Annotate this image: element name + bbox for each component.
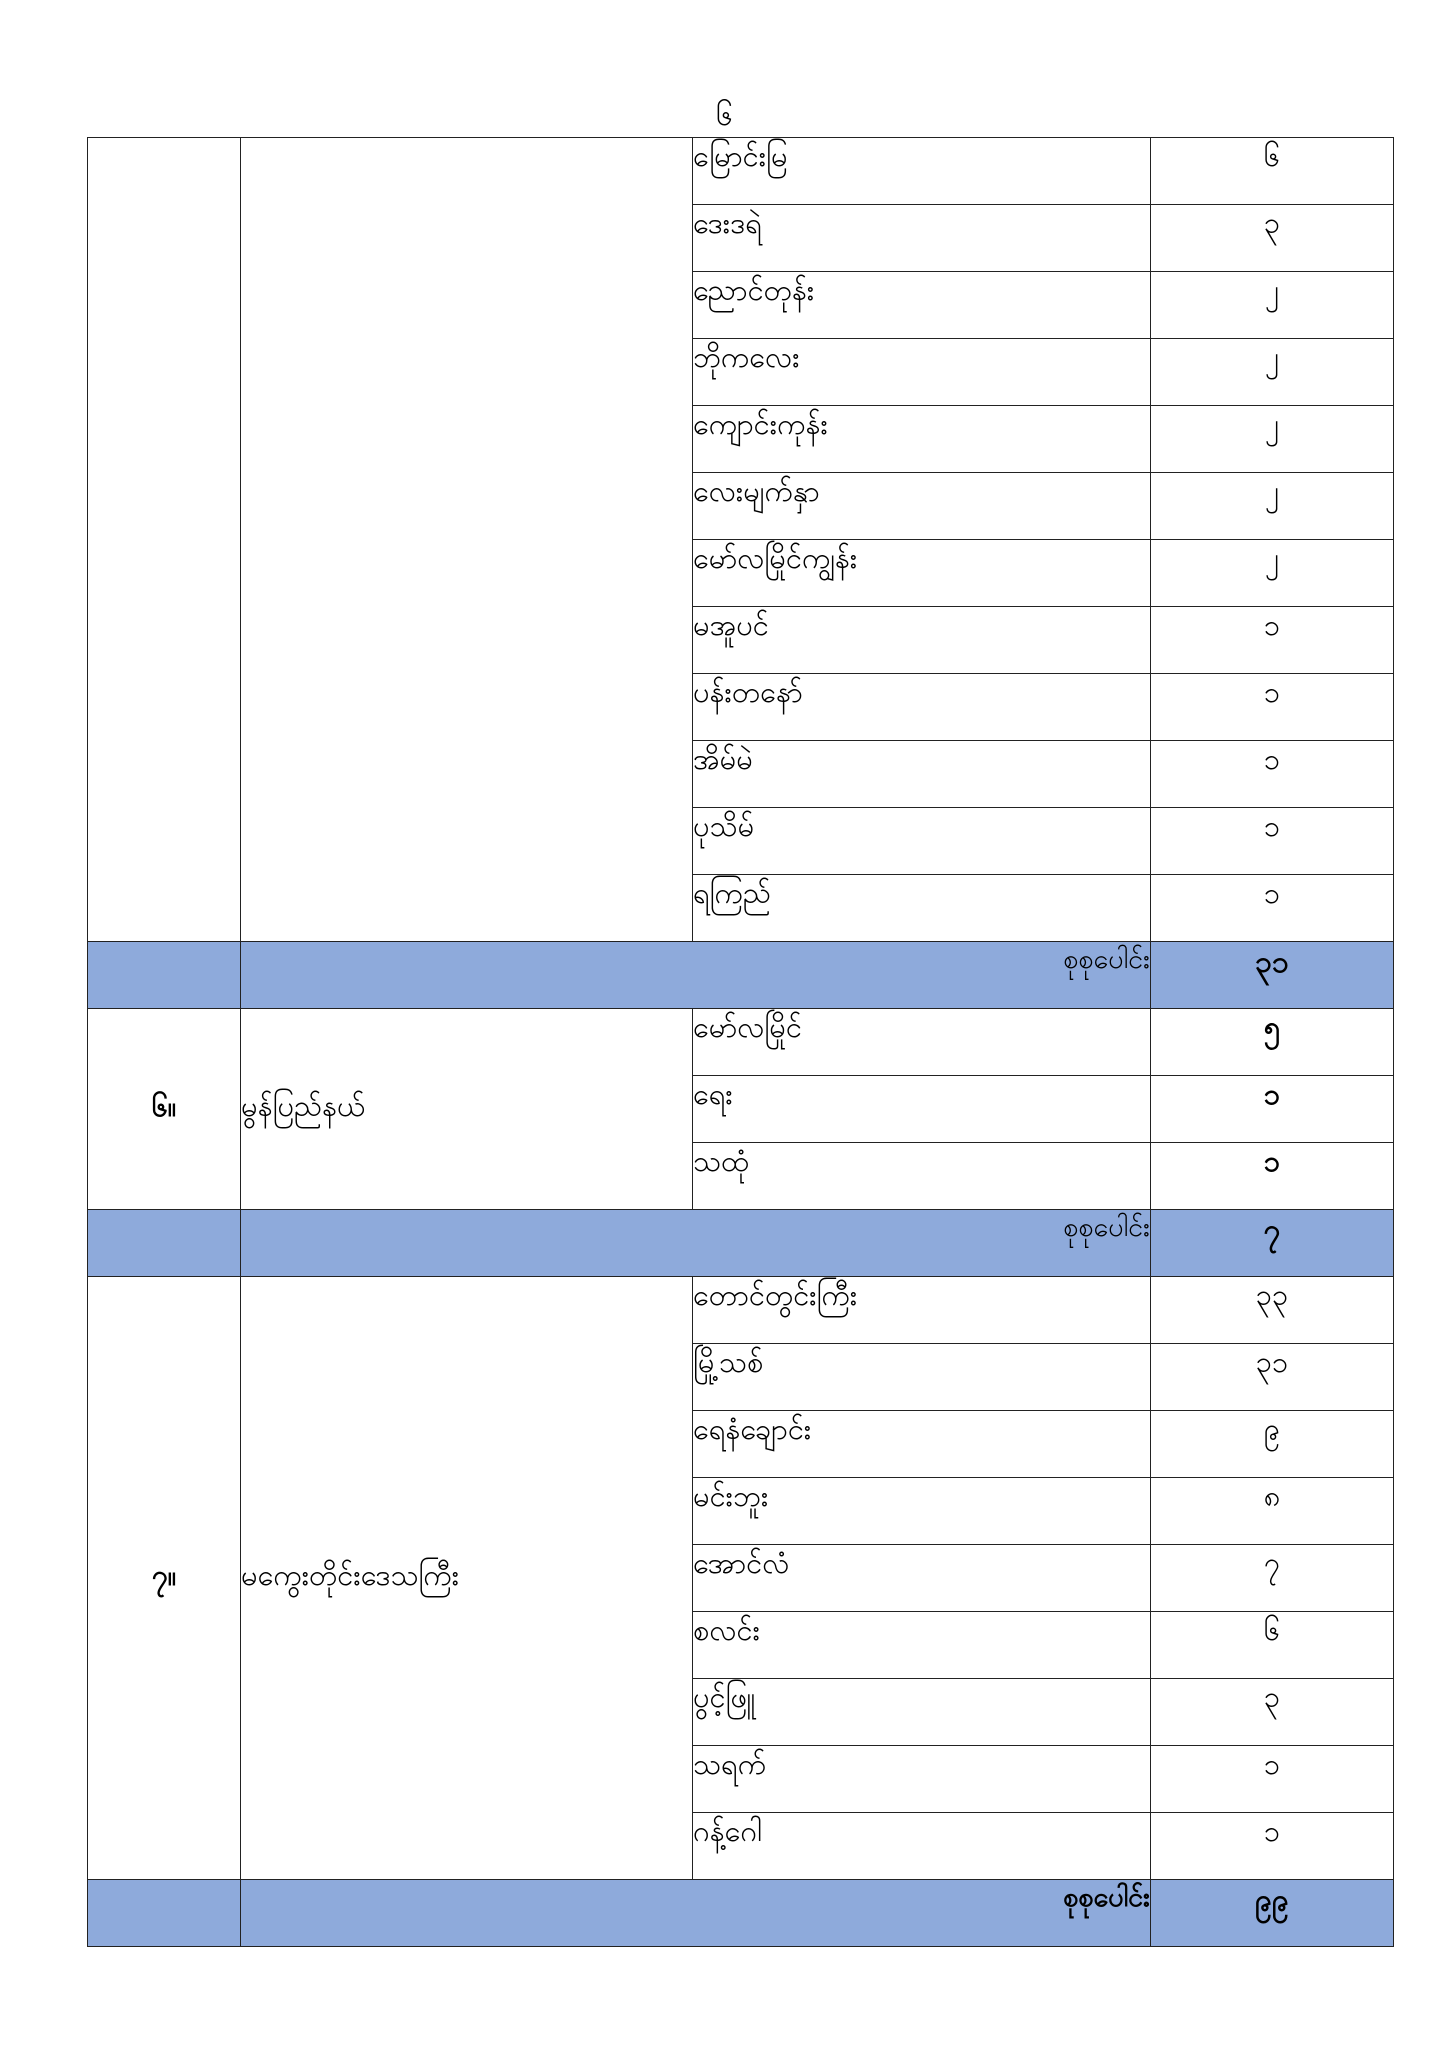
township-cell: ပွင့်ဖြူ	[693, 1679, 1151, 1746]
count-cell: ၁	[1151, 1076, 1394, 1143]
count-cell: ၁	[1151, 674, 1394, 741]
township-cell: မင်းဘူး	[693, 1478, 1151, 1545]
township-cell: ကျောင်းကုန်း	[693, 406, 1151, 473]
region-cell	[241, 138, 693, 942]
count-cell: ၃	[1151, 1679, 1394, 1746]
count-cell: ၁	[1151, 1143, 1394, 1210]
township-cell: ရကြည်	[693, 875, 1151, 942]
count-cell: ၇	[1151, 1545, 1394, 1612]
township-cell: တောင်တွင်းကြီး	[693, 1277, 1151, 1344]
count-cell: ၅	[1151, 1009, 1394, 1076]
township-cell: ဂန့်ဂေါ	[693, 1813, 1151, 1880]
township-cell: မြို့သစ်	[693, 1344, 1151, 1411]
township-cell: မော်လမြိုင်ကျွန်း	[693, 540, 1151, 607]
subtotal-label: စုစုပေါင်း	[241, 1210, 1151, 1277]
count-cell: ၂	[1151, 540, 1394, 607]
subtotal-row	[88, 942, 1394, 1009]
count-cell: ၁	[1151, 741, 1394, 808]
count-cell: ၂	[1151, 406, 1394, 473]
subtotal-label: စုစုပေါင်း	[241, 942, 1151, 1009]
count-cell: ၆	[1151, 1612, 1394, 1679]
count-cell: ၂	[1151, 473, 1394, 540]
township-cell: ဒေးဒရဲ	[693, 205, 1151, 272]
township-cell: မအူပင်	[693, 607, 1151, 674]
township-cell: ရေနံချောင်း	[693, 1411, 1151, 1478]
region-cell: မွန်ပြည်နယ်	[241, 1009, 693, 1210]
township-cell: ရေး	[693, 1076, 1151, 1143]
subtotal-value: ၉၉	[1151, 1880, 1394, 1947]
township-cell: အောင်လံ	[693, 1545, 1151, 1612]
township-cell: သရက်	[693, 1746, 1151, 1813]
township-count-table	[87, 137, 1394, 1947]
township-cell: ညောင်တုန်း	[693, 272, 1151, 339]
township-cell: ဘိုကလေး	[693, 339, 1151, 406]
subtotal-row	[88, 1880, 1394, 1947]
count-cell: ၁	[1151, 1813, 1394, 1880]
township-cell: မြောင်းမြ	[693, 138, 1151, 205]
count-cell: ၁	[1151, 808, 1394, 875]
count-cell: ၃	[1151, 205, 1394, 272]
subtotal-blank-cell	[88, 1210, 241, 1277]
count-cell: ၂	[1151, 272, 1394, 339]
count-cell: ၈	[1151, 1478, 1394, 1545]
count-cell: ၂	[1151, 339, 1394, 406]
township-cell: လေးမျက်နှာ	[693, 473, 1151, 540]
township-cell: သထုံ	[693, 1143, 1151, 1210]
township-cell: ပန်းတနော်	[693, 674, 1151, 741]
township-cell: မော်လမြိုင်	[693, 1009, 1151, 1076]
subtotal-value: ၇	[1151, 1210, 1394, 1277]
count-cell: ၁	[1151, 1746, 1394, 1813]
table-row	[88, 138, 1394, 205]
subtotal-row	[88, 1210, 1394, 1277]
township-cell: ပုသိမ်	[693, 808, 1151, 875]
row-number-cell: ၇။	[88, 1277, 241, 1880]
count-cell: ၉	[1151, 1411, 1394, 1478]
subtotal-label: စုစုပေါင်း	[241, 1880, 1151, 1947]
count-cell: ၁	[1151, 875, 1394, 942]
township-cell: အိမ်မဲ	[693, 741, 1151, 808]
page-number: ၆	[716, 98, 733, 133]
count-cell: ၁	[1151, 607, 1394, 674]
row-number-cell	[88, 138, 241, 942]
township-cell: စလင်း	[693, 1612, 1151, 1679]
row-number-cell: ၆။	[88, 1009, 241, 1210]
subtotal-blank-cell	[88, 942, 241, 1009]
subtotal-blank-cell	[88, 1880, 241, 1947]
count-cell: ၃၃	[1151, 1277, 1394, 1344]
count-cell: ၃၁	[1151, 1344, 1394, 1411]
region-cell: မကွေးတိုင်းဒေသကြီး	[241, 1277, 693, 1880]
table-row	[88, 1009, 1394, 1076]
subtotal-value: ၃၁	[1151, 942, 1394, 1009]
table-row	[88, 1277, 1394, 1344]
count-cell: ၆	[1151, 138, 1394, 205]
